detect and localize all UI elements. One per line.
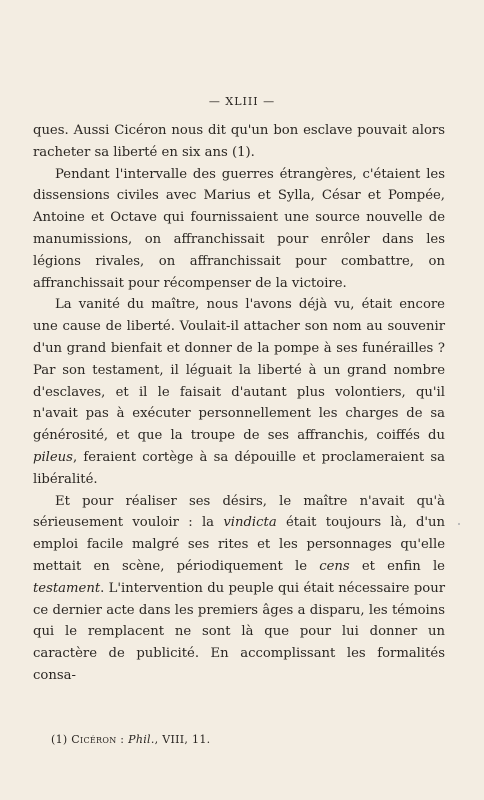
- footnote-author: Cicéron: [71, 733, 117, 746]
- paragraph-text: Et pour réaliser ses désirs, le maître n'avait qu'à sérieusement vouloir : la: [33, 493, 445, 531]
- paragraph-text: . L'intervention du peuple qui était nécessaire pour ce dernier acte dans les premiers âges a disparu, les témoins qui le remplacent ne sont là que pour lui donner un caractère de publicité. En accomplissant les formalités consa-: [33, 580, 445, 683]
- footnote-ref: , VIII, 11.: [154, 733, 211, 746]
- paragraph-text: La vanité du maître, nous l'avons déjà vu, était encore une cause de liberté. Voulait-il attacher son nom au souvenir d'un grand bienfait et donner de la pompe à ses funérailles ? Par son testament, il léguait la liberté à un grand nombre d'esclaves, et il le faisait d'autant plus volontiers, qu'il n'avait pas à exécuter personnellement les charges de sa générosité, et que la troupe de ses affranchis, coiffés du: [33, 297, 445, 444]
- italic-term: cens: [319, 558, 350, 574]
- body-text: [33, 120, 445, 687]
- paragraph-text: Pendant l'intervalle des guerres étrangères, c'étaient les dissensions civiles avec Marius et Sylla, César et Pompée, Antoine et Octave qui fournissaient une source nouvelle de manumissions, on affranchissait pour enrôler dans les légions rivales, on affranchissait pour combattre, on affranchissait pour récompenser de la victoire.: [33, 166, 445, 291]
- italic-term: vindicta: [223, 515, 277, 531]
- page-speck: [458, 523, 460, 525]
- paragraph-4: [33, 491, 445, 687]
- paragraph-text: ques. Aussi Cicéron nous dit qu'un bon esclave pouvait alors racheter sa liberté en six ans (1).: [33, 123, 445, 160]
- footnote-separator: :: [116, 733, 129, 746]
- italic-term: testament: [33, 580, 101, 596]
- running-head: — XLIII —: [208, 95, 276, 108]
- italic-term: pileus: [33, 449, 73, 465]
- paragraph-text: et enfin le: [349, 558, 445, 574]
- footnote-work: Phil.: [128, 733, 155, 746]
- paragraph-1: [33, 120, 445, 164]
- footnote: [51, 733, 210, 746]
- paragraph-text: était toujours là, d'un emploi facile malgré ses rites et les personnages qu'elle mettait en scène, périodiquement le: [33, 515, 446, 574]
- paragraph-text: , feraient cortège à sa dépouille et proclameraient sa libéralité.: [33, 449, 445, 487]
- footnote-number: (1): [51, 733, 68, 746]
- paragraph-2: [33, 164, 445, 295]
- paragraph-3: [33, 294, 445, 490]
